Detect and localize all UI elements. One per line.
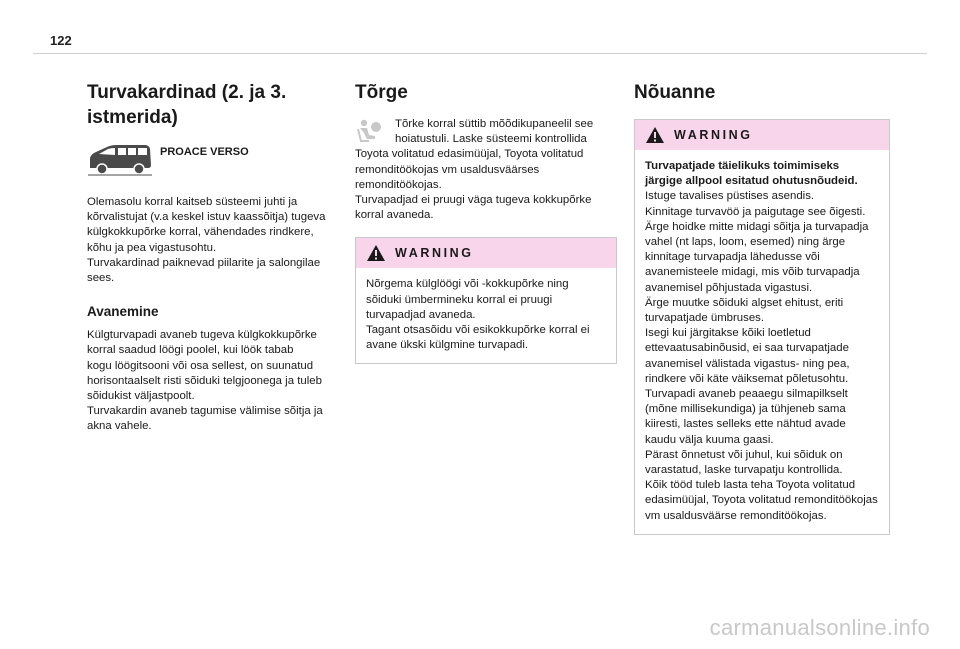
warning-header [356,238,616,268]
warning-lead: Turvapatjade täielikuks toimimiseks järgige allpool esitatud ohutusnõudeid. [645,160,858,188]
watermark: carmanualsonline.info [709,615,930,640]
model-row [87,143,349,177]
warning-triangle-icon [366,244,386,262]
fault-text-continued: Toyota volitatud edasimüüjal, Toyota volitatud remonditöökojas vm usaldusväärses remonditöökojas. Turvapadjad ei pruugi väga tugeva kokkupõrke korral avaneda. [355,148,592,222]
airbag-warning-light-icon [355,117,383,145]
top-divider [33,53,927,54]
fault-row [355,117,617,147]
model-label: PROACE VERSO [160,146,249,158]
section-title-curtain-airbags: Turvakardinad (2. ja 3. istmerida) [87,82,287,128]
column-side-curtain-airbags [87,80,349,435]
warning-title: WARNING [674,128,753,142]
column-fault [355,80,617,364]
warning-triangle-icon [645,126,665,144]
deploy-heading: Avanemine [87,304,159,320]
warning-text: Nõrgema külglöögi või -kokkupõrke ning sõiduki ümbermineku korral ei pruugi turvapadjad avaneda. Tagant otsasõidu või esikokkupõrke korral ei avane ükski külgmine turvapadi. [366,278,590,352]
section-title-fault: Tõrge [355,82,408,103]
warning-box-advice [634,119,890,535]
warning-header [635,120,889,150]
page-number: 122 [50,33,72,48]
deploy-text: Külgturvapadi avaneb tugeva külgkokkupõrke korral saadud löögi poolel, kui löök tabab kogu löögitsooni või osa sellest, on suunatud horisontaalselt risti sõiduki telgjoonega ja tuleb sõidukist väljastpoolt. Turvakardin avaneb tagumise välimise sõitja ja akna vahele. [87,329,323,433]
fault-text: Tõrke korral süttib mõõdikupaneelil see hoiatustuli. Laske süsteemi kontrollida [395,118,594,146]
warning-body [635,150,889,534]
column-advice [634,80,890,535]
warning-title: WARNING [395,246,474,261]
warning-box-fault [355,237,617,364]
warning-text: Istuge tavalises püstises asendis. Kinnitage turvavöö ja paigutage see õigesti. Ärge hoidke mitte midagi sõitja ja turvapadja vahel (nt laps, loom, esemed) ning ärge kinnitage turvapadja lähedusse või avanemisteele midagi, mis võib turvapadja avanemisel põhjustada vigastusi. Ärge muutke sõiduki algset ehitust, eriti turvapatjade ümbruses. Isegi kui järgitakse kõiki loetletud ettevaatusabinõusid, ei saa turvapatjade avanemisel välistada vigastus- ning pea, rindkere või käte väiksemat põletusohtu. Turvapadi avaneb peaaegu silmapilkselt (mõne millisekundiga) ja tühjeneb sama kiiresti, lastes selleks ette nähtud avade kaudu välja kuuma gaasi. Pärast õnnetust või juhul, kui sõiduk on varastatud, laske turvapatju kontrollida. Kõik tööd tuleb lasta teha Toyota volitatud edasimüüjal, Toyota volitatud remonditöökojas vm usaldusväärse remonditöökojas. [645,190,878,522]
van-icon [87,143,153,177]
warning-body [356,268,616,363]
section-title-advice: Nõuanne [634,82,716,103]
curtain-intro-text: Olemasolu korral kaitseb süsteemi juhti ja kõrvalistujat (v.a keskel istuv kaassõitja) tugeva külgkokkupõrke korral, vähendades rindkere, kõhu ja pea vigastusohtu. Turvakardinad paiknevad piilarite ja salongilae sees. [87,196,326,285]
